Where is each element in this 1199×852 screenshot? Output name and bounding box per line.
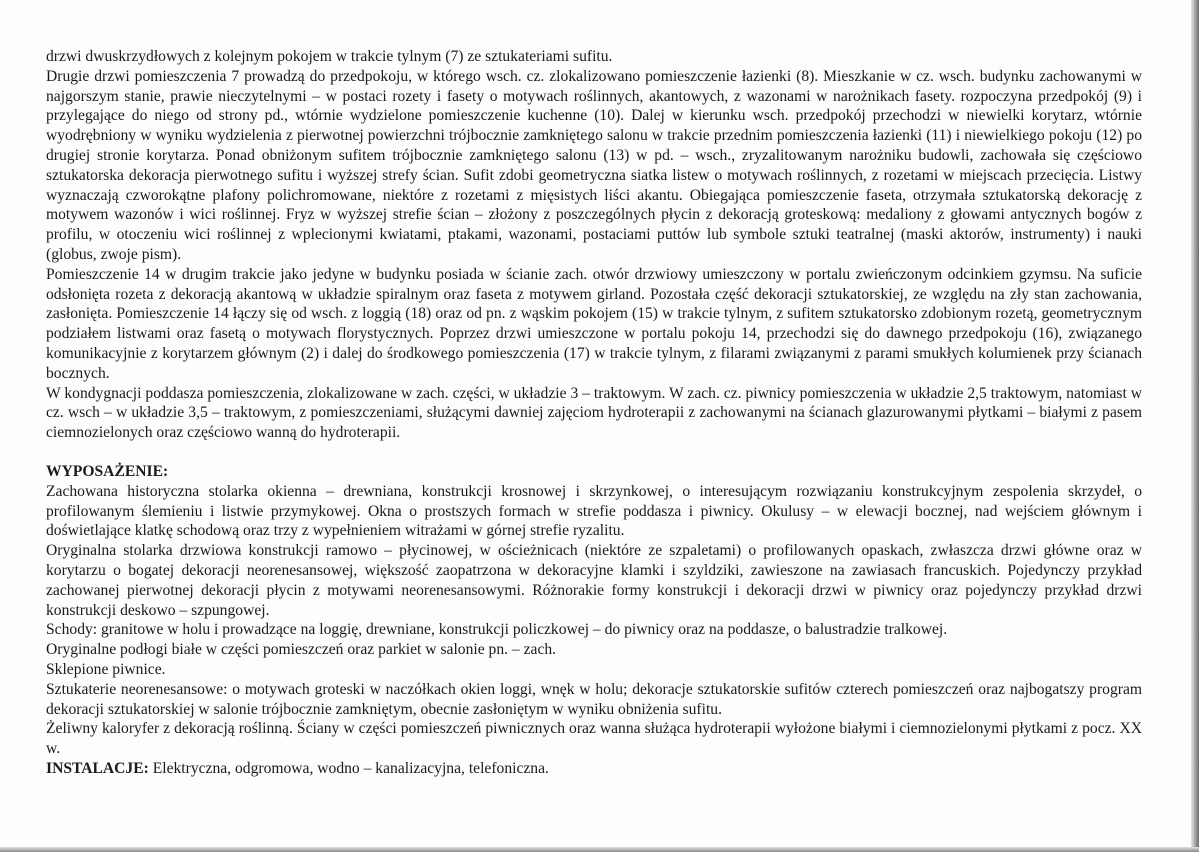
paragraph-floors: Oryginalne podłogi białe w części pomieszczeń oraz parkiet w salonie pn. – zach.: [46, 641, 557, 659]
paragraph-windows: Zachowana historyczna stolarka okienna – drewniana, konstrukcji krosnowej i skrzynkowej, o interesującym rozwiązaniu konstrukcyjnym zespolenia skrzydeł, o profilowanym ślemieniu i listwie przymykowej. Okna o prostszych formach w strefie poddasza i piwnicy. Okulusy – w elewacji bocznej, nad wejściem głównym i doświetlające klatkę schodową oraz trzy z wypełnieniem witrażami w górnej strefie ryzalitu.: [46, 482, 1142, 540]
scan-edge-bottom: [0, 847, 1199, 852]
paragraph-doors: Oryginalna stolarka drzwiowa konstrukcji ramowo – płycinowej, w ościeżnicach (niektóre ze szpaletami) o profilowanych opaskach, zwłaszcza drzwi główne oraz w korytarzu o bogatej dekoracji neorenesansowej, większość zaopatrzona w dekoracyjne klamki i szyldziki, zawieszone na zawiasach francuskich. Pojedynczy przykład zachowanej pierwotnej dekoracji płycin z motywami neorenesansowymi. Różnorakie formy konstrukcji i dekoracji drzwi w piwnicy oraz pojedynczy przykład drzwi konstrukcji deskowo – szpungowej.: [46, 542, 1142, 619]
paragraph-installations: [46, 759, 1142, 779]
paragraph-radiator: Żeliwny kaloryfer z dekoracją roślinną. Ściany w części pomieszczeń piwnicznych oraz wanna służąca hydroterapii wyłożone białymi i ciemnozielonymi płytkami z pocz. XX w.: [46, 720, 1142, 758]
paragraph-apartment-east: Drugie drzwi pomieszczenia 7 prowadzą do przedpokoju, w którego wsch. cz. zlokalizowano pomieszczenie łazienki (8). Mieszkanie w cz. wsch. budynku zachowanymi w najgorszym stanie, prawie nieczytelnymi – w postaci rozety i fasety o motywach roślinnych, akantowych, z wazonami w narożnikach fasety. rozpoczyna przedpokój (9) i przylegające do niego od strony pd., wtórnie wydzielone pomieszczenie kuchenne (10). Dalej w kierunku wsch. przedpokój przechodzi w niewielki korytarz, wtórnie wyodrębniony w wyniku wydzielenia z pierwotnej powierzchni trójbocznie zamkniętego salonu w trakcie przednim pomieszczenia łazienki (11) i niewielkiego pokoju (12) po drugiej stronie korytarza. Ponad obniżonym sufitem trójbocznie zamkniętego salonu (13) w pd. – wsch., zryzalitowanym narożniku budowli, zachowała się częściowo sztukatorska dekoracja pierwotnego sufitu i wyższej strefy ścian. Sufit zdobi geometryczna siatka listew o motywach roślinnych, z rozetami w miejscach przecięcia. Listwy wyznaczają czworokątne plafony polichromowane, niektóre z rozetami z mięsistych liści akantu. Obiegająca pomieszczenie faseta, otrzymała sztukatorską dekorację z motywem wazonów i wici roślinnej. Fryz w wyższej strefie ścian – złożony z poszczególnych płycin z dekoracją groteskową: medaliony z głowami antycznych bogów z profilu, w otoczeniu wici roślinnej z wplecionymi kwiatami, ptakami, wazonami, postaciami puttów lub symbole sztuki teatralnej (maski aktorów, instrumenty) i nauki (globus, zwoje pism).: [46, 67, 1142, 263]
installations-label: INSTALACJE:: [46, 759, 149, 777]
installations-text: Elektryczna, odgromowa, wodno – kanalizacyjna, telefoniczna.: [148, 759, 549, 777]
paragraph-stairs: Schody: granitowe w holu i prowadzące na loggię, drewniane, konstrukcji policzkowej – do piwnicy oraz na poddasze, o balustradzie tralkowej.: [46, 621, 948, 639]
paragraph-attic-basement: W kondygnacji poddasza pomieszczenia, zlokalizowane w zach. części, w układzie 3 – traktowym. W zach. cz. piwnicy pomieszczenia w układzie 2,5 traktowym, natomiast w cz. wsch – w układzie 3,5 – traktowym, z pomieszczeniami, służącymi dawniej zajęciom hydroterapii z zachowanymi na ścianach glazurowanymi płytkami – białymi z pasem ciemnozielonych oraz częściowo wanną do hydroterapii.: [46, 384, 1142, 442]
document-page: [46, 47, 1142, 779]
paragraph-room-14: Pomieszczenie 14 w drugim trakcie jako jedyne w budynku posiada w ścianie zach. otwór drzwiowy umieszczony w portalu zwieńczonym odcinkiem gzymsu. Na suficie odsłonięta rozeta z dekoracją akantową w układzie spiralnym oraz faseta z motywem girland. Pozostała część dekoracji sztukatorskiej, ze względu na zły stan zachowania, zasłonięta. Pomieszczenie 14 łączy się od wsch. z loggią (18) oraz od pn. z wąskim pokojem (15) w trakcie tylnym, z sufitem sztukatorsko zdobionym rozetą, geometrycznym podziałem listwami oraz fasetą o motywach florystycznych. Poprzez drzwi umieszczone w portalu pokoju 14, przechodzi się do dawnego przedpokoju (16), związanego komunikacyjnie z korytarzem głównym (2) i dalej do środkowego pomieszczenia (17) w trakcie tylnym, z filarami związanymi z parami smukłych kolumienek przy ścianach bocznych.: [46, 265, 1142, 382]
scan-edge-right: [1191, 0, 1199, 852]
paragraph-stucco: Sztukaterie neorenesansowe: o motywach groteski w naczółkach okien loggi, wnęk w holu; dekoracje sztukatorskie sufitów czterech pomieszczeń oraz najbogatszy program dekoracji sztukatorskiej w salonie trójbocznie zamkniętym, obecnie zasłoniętym w wyniku obniżenia sufitu.: [46, 680, 1142, 718]
paragraph-doors-continuation: drzwi dwuskrzydłowych z kolejnym pokojem w trakcie tylnym (7) ze sztukateriami sufitu.: [46, 48, 613, 65]
section-spacer: [46, 443, 1142, 462]
paragraph-cellars: Sklepione piwnice.: [46, 660, 166, 678]
section-heading-wyposazenie: WYPOSAŻENIE:: [46, 462, 169, 480]
